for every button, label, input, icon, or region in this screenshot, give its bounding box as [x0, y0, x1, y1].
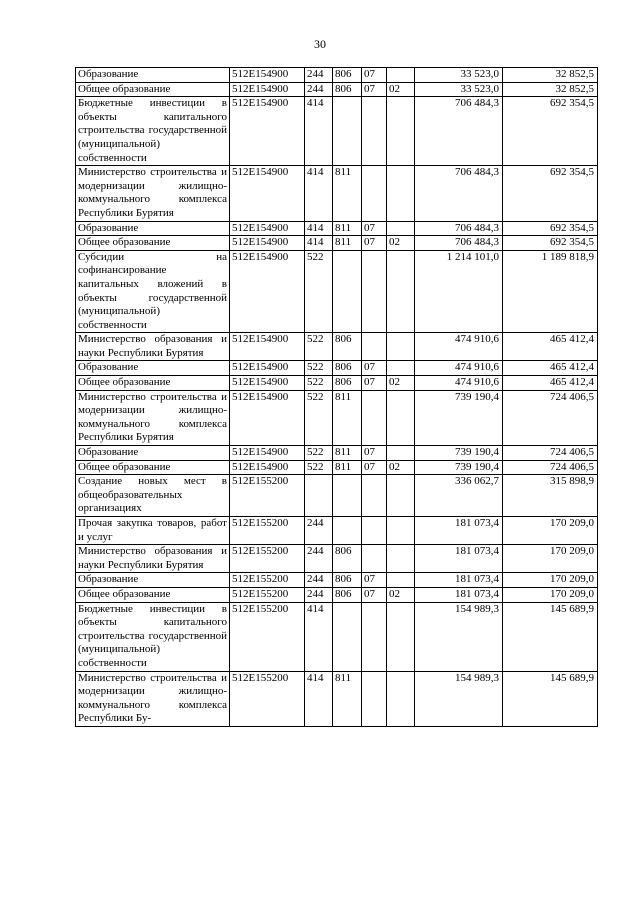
expense-type-code: 414: [305, 236, 333, 251]
amount-1: 739 190,4: [415, 460, 503, 475]
amount-1: 739 190,4: [415, 446, 503, 461]
item-name: Министерство строительства и модернизации жилищно-коммунального комплекса Республики Бурятия: [76, 166, 230, 221]
amount-2: 465 412,4: [503, 361, 598, 376]
expense-type-code: 244: [305, 545, 333, 573]
target-article-code: 512E155200: [230, 517, 305, 545]
expense-type-code: 244: [305, 587, 333, 602]
expense-type-code: [305, 475, 333, 517]
amount-1: 739 190,4: [415, 390, 503, 445]
section-code: 07: [362, 221, 387, 236]
amount-2: 315 898,9: [503, 475, 598, 517]
subsection-code: 02: [387, 82, 415, 97]
expense-type-code: 522: [305, 250, 333, 333]
item-name: Создание новых мест в общеобразовательных организациях: [76, 475, 230, 517]
section-code: 07: [362, 68, 387, 83]
item-name: Бюджетные инвестиции в объекты капитального строительства государственной (муниципальной) собственности: [76, 97, 230, 166]
amount-1: 474 910,6: [415, 333, 503, 361]
item-name: Образование: [76, 446, 230, 461]
budget-table: [75, 67, 598, 727]
section-code: 07: [362, 587, 387, 602]
section-code: [362, 517, 387, 545]
target-article-code: 512E154900: [230, 97, 305, 166]
amount-1: 706 484,3: [415, 166, 503, 221]
expense-type-code: 414: [305, 671, 333, 726]
item-name: Общее образование: [76, 376, 230, 391]
item-name: Общее образование: [76, 236, 230, 251]
table-row: [76, 97, 598, 166]
ministry-code: [333, 517, 362, 545]
section-code: [362, 475, 387, 517]
table-row: [76, 333, 598, 361]
expense-type-code: 414: [305, 221, 333, 236]
table-row: [76, 460, 598, 475]
section-code: [362, 166, 387, 221]
table-row: [76, 376, 598, 391]
amount-1: 706 484,3: [415, 97, 503, 166]
ministry-code: 811: [333, 460, 362, 475]
item-name: Министерство образования и науки Республики Бурятия: [76, 545, 230, 573]
subsection-code: [387, 545, 415, 573]
section-code: 07: [362, 573, 387, 588]
expense-type-code: 244: [305, 517, 333, 545]
subsection-code: 02: [387, 376, 415, 391]
ministry-code: 811: [333, 166, 362, 221]
amount-1: 706 484,3: [415, 221, 503, 236]
table-row: [76, 361, 598, 376]
table-row: [76, 587, 598, 602]
amount-1: 474 910,6: [415, 361, 503, 376]
item-name: Бюджетные инвестиции в объекты капитального строительства государственной (муниципальной) собственности: [76, 602, 230, 671]
item-name: Министерство строительства и модернизации жилищно-коммунального комплекса Республики Бурятия: [76, 390, 230, 445]
table-row: [76, 68, 598, 83]
item-name: Образование: [76, 573, 230, 588]
ministry-code: 811: [333, 221, 362, 236]
target-article-code: 512E154900: [230, 333, 305, 361]
item-name: Общее образование: [76, 82, 230, 97]
subsection-code: [387, 97, 415, 166]
table-body: [76, 68, 598, 727]
amount-1: 33 523,0: [415, 68, 503, 83]
section-code: [362, 390, 387, 445]
amount-1: 33 523,0: [415, 82, 503, 97]
ministry-code: [333, 602, 362, 671]
subsection-code: 02: [387, 236, 415, 251]
target-article-code: 512E154900: [230, 390, 305, 445]
amount-2: 692 354,5: [503, 97, 598, 166]
subsection-code: [387, 475, 415, 517]
ministry-code: 806: [333, 333, 362, 361]
section-code: 07: [362, 82, 387, 97]
target-article-code: 512E155200: [230, 545, 305, 573]
ministry-code: [333, 475, 362, 517]
target-article-code: 512E154900: [230, 460, 305, 475]
section-code: 07: [362, 236, 387, 251]
ministry-code: [333, 250, 362, 333]
amount-2: 145 689,9: [503, 602, 598, 671]
section-code: [362, 250, 387, 333]
ministry-code: 806: [333, 545, 362, 573]
target-article-code: 512E155200: [230, 573, 305, 588]
item-name: Прочая закупка товаров, работ и услуг: [76, 517, 230, 545]
amount-1: 154 989,3: [415, 671, 503, 726]
amount-2: 170 209,0: [503, 573, 598, 588]
table-row: [76, 517, 598, 545]
table-row: [76, 82, 598, 97]
amount-1: 706 484,3: [415, 236, 503, 251]
ministry-code: 811: [333, 446, 362, 461]
subsection-code: 02: [387, 460, 415, 475]
target-article-code: 512E155200: [230, 587, 305, 602]
expense-type-code: 414: [305, 97, 333, 166]
amount-1: 181 073,4: [415, 573, 503, 588]
target-article-code: 512E155200: [230, 671, 305, 726]
subsection-code: [387, 166, 415, 221]
target-article-code: 512E154900: [230, 376, 305, 391]
table-row: [76, 545, 598, 573]
amount-2: 170 209,0: [503, 545, 598, 573]
amount-2: 724 406,5: [503, 460, 598, 475]
amount-2: 1 189 818,9: [503, 250, 598, 333]
ministry-code: 811: [333, 390, 362, 445]
amount-2: 692 354,5: [503, 166, 598, 221]
ministry-code: 806: [333, 376, 362, 391]
item-name: Общее образование: [76, 587, 230, 602]
target-article-code: 512E154900: [230, 250, 305, 333]
amount-2: 724 406,5: [503, 390, 598, 445]
item-name: Образование: [76, 221, 230, 236]
subsection-code: [387, 573, 415, 588]
target-article-code: 512E154900: [230, 446, 305, 461]
target-article-code: 512E154900: [230, 68, 305, 83]
target-article-code: 512E154900: [230, 221, 305, 236]
subsection-code: [387, 446, 415, 461]
item-name: Субсидии на софинансирование капитальных вложений в объекты государственной (муниципальной) собственности: [76, 250, 230, 333]
subsection-code: [387, 333, 415, 361]
item-name: Общее образование: [76, 460, 230, 475]
amount-2: 465 412,4: [503, 333, 598, 361]
expense-type-code: 414: [305, 602, 333, 671]
ministry-code: 806: [333, 361, 362, 376]
expense-type-code: 522: [305, 460, 333, 475]
subsection-code: [387, 602, 415, 671]
item-name: Министерство образования и науки Республики Бурятия: [76, 333, 230, 361]
amount-1: 181 073,4: [415, 587, 503, 602]
target-article-code: 512E154900: [230, 236, 305, 251]
ministry-code: 811: [333, 236, 362, 251]
amount-1: 181 073,4: [415, 517, 503, 545]
item-name: Образование: [76, 68, 230, 83]
amount-1: 1 214 101,0: [415, 250, 503, 333]
item-name: Министерство строительства и модернизации жилищно-коммунального комплекса Республики Бу-: [76, 671, 230, 726]
expense-type-code: 522: [305, 361, 333, 376]
expense-type-code: 414: [305, 166, 333, 221]
expense-type-code: 522: [305, 390, 333, 445]
target-article-code: 512E154900: [230, 361, 305, 376]
amount-2: 692 354,5: [503, 236, 598, 251]
section-code: [362, 545, 387, 573]
subsection-code: [387, 250, 415, 333]
amount-2: 692 354,5: [503, 221, 598, 236]
section-code: 07: [362, 376, 387, 391]
section-code: [362, 602, 387, 671]
section-code: [362, 671, 387, 726]
ministry-code: 806: [333, 68, 362, 83]
table-row: [76, 250, 598, 333]
ministry-code: 806: [333, 82, 362, 97]
target-article-code: 512E154900: [230, 166, 305, 221]
expense-type-code: 522: [305, 446, 333, 461]
table-row: [76, 573, 598, 588]
target-article-code: 512E155200: [230, 602, 305, 671]
amount-1: 336 062,7: [415, 475, 503, 517]
subsection-code: [387, 361, 415, 376]
ministry-code: 806: [333, 573, 362, 588]
amount-1: 181 073,4: [415, 545, 503, 573]
subsection-code: [387, 221, 415, 236]
expense-type-code: 244: [305, 82, 333, 97]
table-row: [76, 390, 598, 445]
subsection-code: [387, 671, 415, 726]
expense-type-code: 244: [305, 68, 333, 83]
table-row: [76, 446, 598, 461]
amount-2: 145 689,9: [503, 671, 598, 726]
table-row: [76, 602, 598, 671]
amount-2: 32 852,5: [503, 68, 598, 83]
table-row: [76, 475, 598, 517]
expense-type-code: 244: [305, 573, 333, 588]
section-code: 07: [362, 361, 387, 376]
table-row: [76, 236, 598, 251]
table-row: [76, 166, 598, 221]
subsection-code: 02: [387, 587, 415, 602]
amount-1: 154 989,3: [415, 602, 503, 671]
table-row: [76, 221, 598, 236]
section-code: [362, 333, 387, 361]
ministry-code: 806: [333, 587, 362, 602]
amount-2: 170 209,0: [503, 587, 598, 602]
section-code: 07: [362, 446, 387, 461]
target-article-code: 512E155200: [230, 475, 305, 517]
ministry-code: [333, 97, 362, 166]
amount-2: 32 852,5: [503, 82, 598, 97]
amount-2: 724 406,5: [503, 446, 598, 461]
ministry-code: 811: [333, 671, 362, 726]
subsection-code: [387, 390, 415, 445]
subsection-code: [387, 517, 415, 545]
expense-type-code: 522: [305, 333, 333, 361]
section-code: [362, 97, 387, 166]
amount-1: 474 910,6: [415, 376, 503, 391]
expense-type-code: 522: [305, 376, 333, 391]
amount-2: 465 412,4: [503, 376, 598, 391]
subsection-code: [387, 68, 415, 83]
table-row: [76, 671, 598, 726]
target-article-code: 512E154900: [230, 82, 305, 97]
section-code: 07: [362, 460, 387, 475]
amount-2: 170 209,0: [503, 517, 598, 545]
page-number: 30: [314, 37, 326, 51]
item-name: Образование: [76, 361, 230, 376]
